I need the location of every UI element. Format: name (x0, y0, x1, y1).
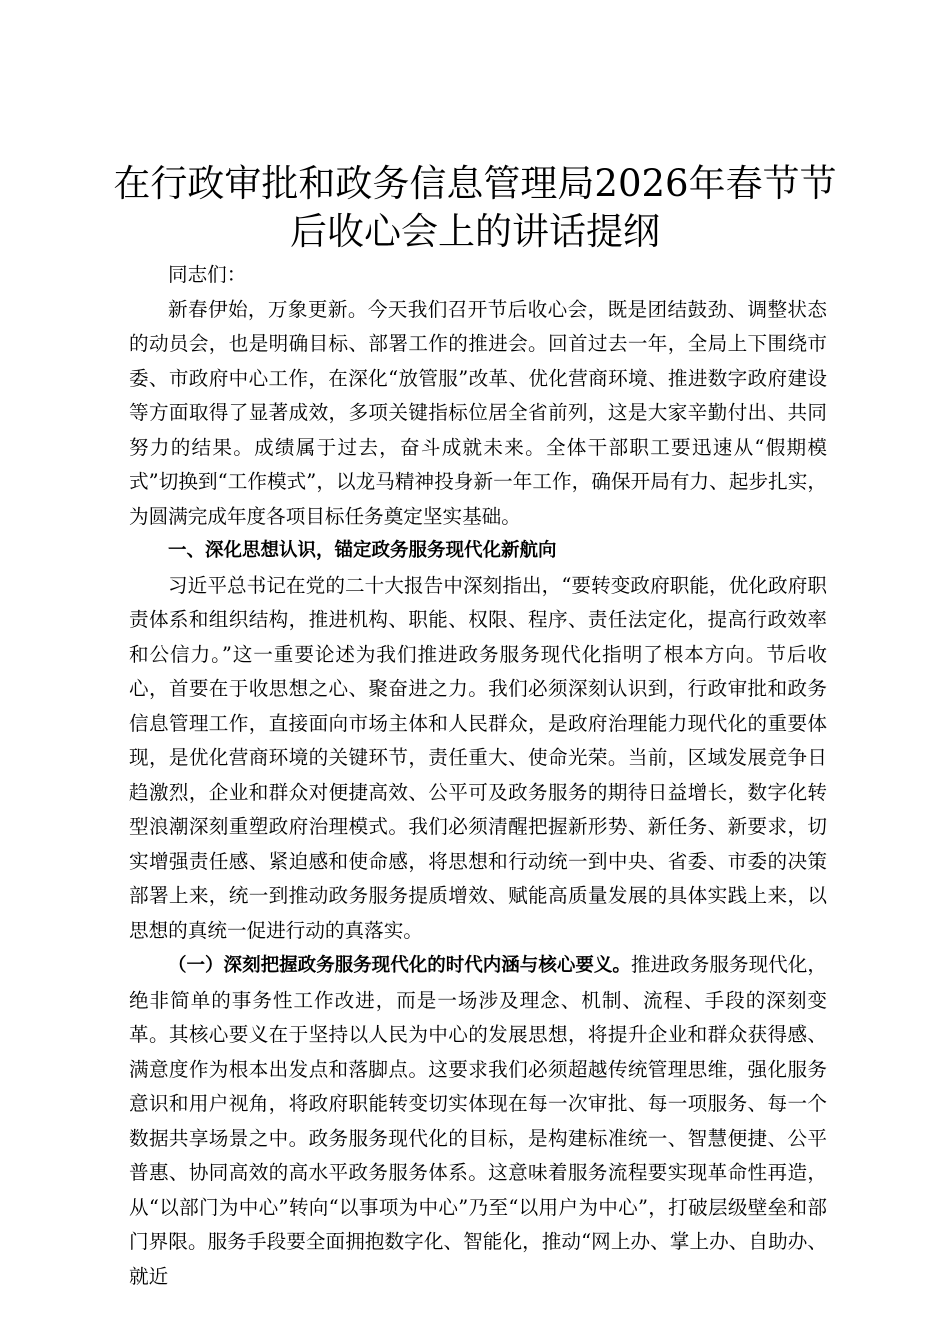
subsection-heading-1: （一）深刻把握政务服务现代化的时代内涵与核心要义。 (168, 955, 631, 976)
intro-paragraph: 新春伊始，万象更新。今天我们召开节后收心会，既是团结鼓劲、调整状态的动员会，也是明确目标、部署工作的推进会。回首过去一年，全局上下围绕市委、市政府中心工作，在深化“放管服”改革、优化营商环境、推进数字政府建设等方面取得了显著成效，多项关键指标位居全省前列，这是大家辛勤付出、共同努力的结果。成绩属于过去，奋斗成就未来。全体干部职工要迅速从“假期模式”切换到“工作模式”，以龙马精神投身新一年工作，确保开局有力、起步扎实，为圆满完成年度各项目标任务奠定坚实基础。 (129, 297, 827, 528)
title-line-1: 在行政审批和政务信息管理局2026年春节节 (113, 162, 837, 205)
subsection-1-paragraph (129, 948, 827, 1294)
section-heading-1: 一、深化思想认识，锚定政务服务现代化新航向 (168, 540, 557, 561)
title-line-2: 后收心会上的讲话提纲 (290, 210, 660, 253)
subsection-1-text: 推进政务服务现代化，绝非简单的事务性工作改进，而是一场涉及理念、机制、流程、手段的深刻变革。其核心要义在于坚持以人民为中心的发展思想，将提升企业和群众获得感、满意度作为根本出发点和落脚点。这要求我们必须超越传统管理思维，强化服务意识和用户视角，将政府职能转变切实体现在每一次审批、每一项服务、每一个数据共享场景之中。政务服务现代化的目标，是构建标准统一、智慧便捷、公平普惠、协同高效的高水平政务服务体系。这意味着服务流程要实现革命性再造，从“以部门为中心”转向“以事项为中心”乃至“以用户为中心”，打破层级壁垒和部门界限。服务手段要全面拥抱数字化、智能化，推动“网上办、掌上办、自助办、就近 (129, 953, 827, 1288)
document-body (129, 258, 827, 1294)
section-1-paragraph: 习近平总书记在党的二十大报告中深刻指出，“要转变政府职能，优化政府职责体系和组织结构，推进机构、职能、权限、程序、责任法定化，提高行政效率和公信力。”这一重要论述为我们推进政务服务现代化指明了根本方向。节后收心，首要在于收思想之心、聚奋进之力。我们必须深刻认识到，行政审批和政务信息管理工作，直接面向市场主体和人民群众，是政府治理能力现代化的重要体现，是优化营商环境的关键环节，责任重大、使命光荣。当前，区域发展竞争日趋激烈，企业和群众对便捷高效、公平可及政务服务的期待日益增长，数字化转型浪潮深刻重塑政府治理模式。我们必须清醒把握新形势、新任务、新要求，切实增强责任感、紧迫感和使命感，将思想和行动统一到中央、省委、市委的决策部署上来，统一到推动政务服务提质增效、赋能高质量发展的具体实践上来，以思想的真统一促进行动的真落实。 (129, 573, 827, 942)
salutation: 同志们： (168, 263, 247, 286)
document-title (100, 160, 850, 256)
